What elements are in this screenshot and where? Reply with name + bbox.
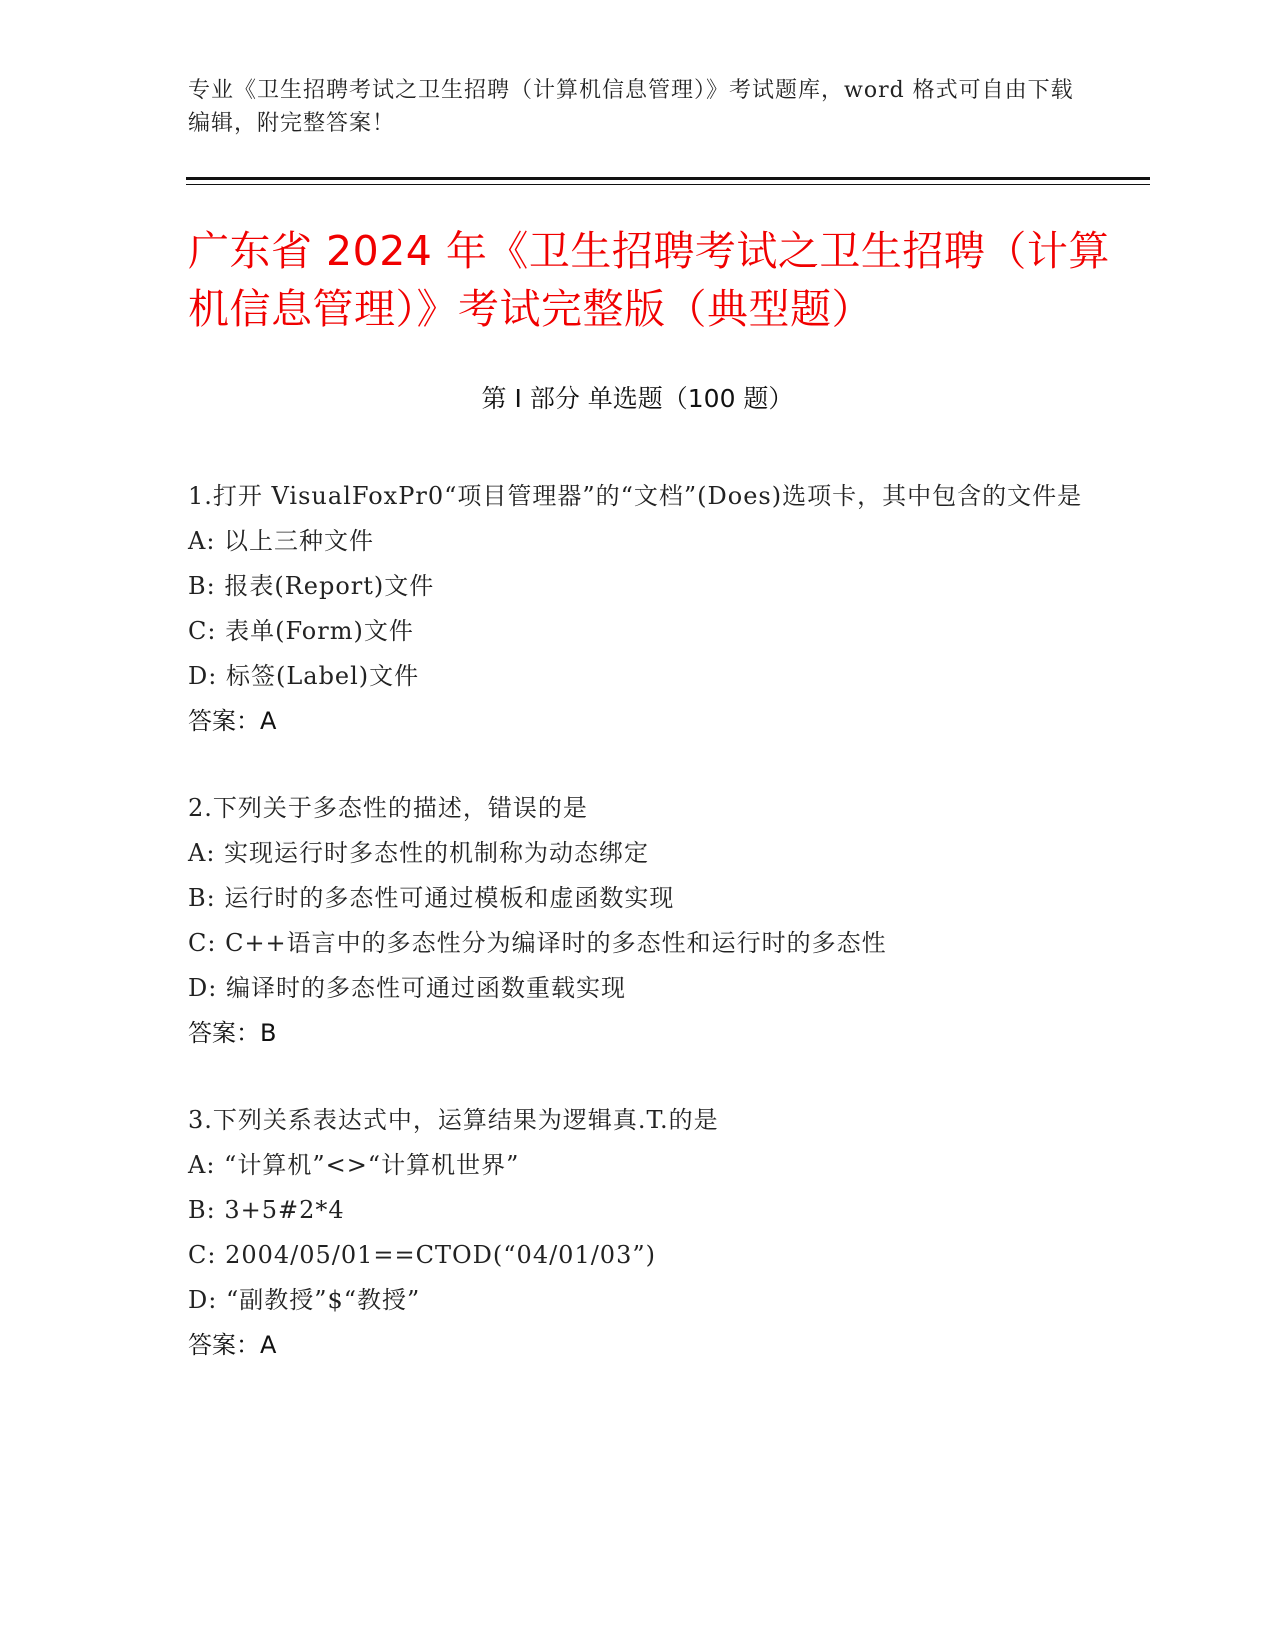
question-list xyxy=(188,474,1088,1410)
option-a: A: 以上三种文件 xyxy=(188,527,375,555)
option-d: D: 编译时的多态性可通过函数重载实现 xyxy=(188,974,626,1002)
option-d: D: 标签(Label)文件 xyxy=(188,662,420,690)
question-text: 3.下列关系表达式中，运算结果为逻辑真.T.的是 xyxy=(188,1106,719,1134)
option-d: D: “副教授”$“教授” xyxy=(188,1286,421,1314)
option-b: B: 3+5#2*4 xyxy=(188,1196,345,1224)
question-1 xyxy=(188,474,1088,744)
question-3 xyxy=(188,1098,1088,1368)
option-a: A: 实现运行时多态性的机制称为动态绑定 xyxy=(188,839,650,867)
header-rule-thin xyxy=(186,184,1150,185)
option-b: B: 报表(Report)文件 xyxy=(188,572,435,600)
option-a: A: “计算机”<>“计算机世界” xyxy=(188,1151,520,1179)
question-text: 2.下列关于多态性的描述，错误的是 xyxy=(188,794,588,822)
section-title: 第 I 部分 单选题（100 题） xyxy=(481,384,794,413)
answer: 答案：A xyxy=(188,1331,277,1359)
question-2 xyxy=(188,786,1088,1056)
option-c: C: 表单(Form)文件 xyxy=(188,617,414,645)
answer: 答案：B xyxy=(188,1019,277,1047)
document-title: 广东省 2024 年《卫生招聘考试之卫生招聘（计算机信息管理）》考试完整版（典型题） xyxy=(188,227,1110,333)
answer: 答案：A xyxy=(188,707,277,735)
option-c: C: 2004/05/01==CTOD(“04/01/03”) xyxy=(188,1241,656,1269)
header-rule-thick xyxy=(186,177,1150,180)
question-text: 1.打开 VisualFoxPr0“项目管理器”的“文档”(Does)选项卡，其中包含的文件是 xyxy=(188,482,1083,510)
header-note: 专业《卫生招聘考试之卫生招聘（计算机信息管理）》考试题库，word 格式可自由下载编辑，附完整答案！ xyxy=(188,78,1074,136)
option-b: B: 运行时的多态性可通过模板和虚函数实现 xyxy=(188,884,675,912)
option-c: C: C++语言中的多态性分为编译时的多态性和运行时的多态性 xyxy=(188,929,887,957)
